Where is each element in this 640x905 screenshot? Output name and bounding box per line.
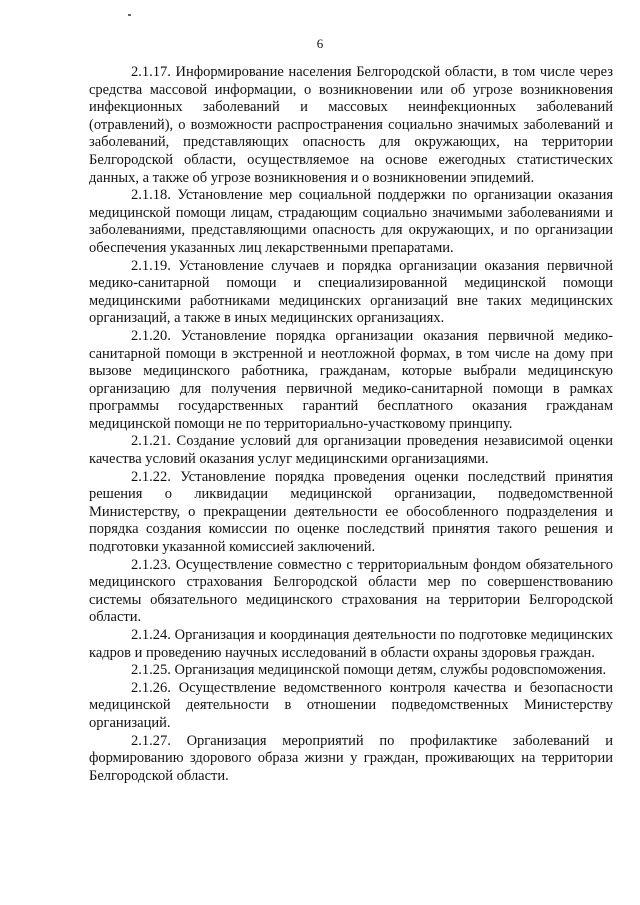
paragraph-2-1-17: 2.1.17. Информирование населения Белгородской области, в том числе через средства массовой информации, о возникновении или об угрозе возникновения инфекционных заболеваний и массовых неинфекционных заболеваний (отравлений), о возможности распространения социально значимых заболеваний и заболеваний, представляющих опасность для окружающих, на территории Белгородской области, осуществляемое на основе ежегодных статистических данных, а также об угрозе возникновения и о возникновении эпидемий. (89, 64, 613, 186)
paragraph-2-1-27: 2.1.27. Организация мероприятий по профилактике заболеваний и формированию здорового образа жизни у граждан, проживающих на территории Белгородской области. (89, 732, 613, 784)
paragraph-2-1-19: 2.1.19. Установление случаев и порядка организации оказания первичной медико-санитарной помощи и специализированной медицинской помощи медицинскими работниками медицинских организаций вне таких медицинских организаций, а также в иных медицинских организациях. (89, 257, 613, 327)
paragraph-2-1-26: 2.1.26. Осуществление ведомственного контроля качества и безопасности медицинской деятельности в отношении подведомственных Министерству организаций. (89, 679, 613, 731)
paragraph-2-1-20: 2.1.20. Установление порядка организации оказания первичной медико-санитарной помощи в экстренной и неотложной формах, в том числе на дому при вызове медицинского работника, гражданам, которые выбрали медицинскую организацию для получения первичной медико-санитарной помощи в рамках программы государственных гарантий бесплатного оказания гражданам медицинской помощи не по территориально-участковому принципу. (89, 327, 613, 432)
document-body (89, 64, 613, 785)
paragraph-2-1-23: 2.1.23. Осуществление совместно с территориальным фондом обязательного медицинского страхования Белгородской области мер по совершенствованию системы обязательного медицинского страхования на территории Белгородской области. (89, 556, 613, 626)
paragraph-2-1-21: 2.1.21. Создание условий для организации проведения независимой оценки качества условий оказания услуг медицинскими организациями. (89, 433, 613, 468)
page-number: 6 (316, 36, 324, 51)
paragraph-2-1-25: 2.1.25. Организация медицинской помощи детям, службы родовспоможения. (131, 662, 607, 679)
scan-mark (128, 14, 131, 16)
paragraph-2-1-18: 2.1.18. Установление мер социальной поддержки по организации оказания медицинской помощи лицам, страдающим социально значимыми заболеваниями и заболеваниями, представляющими опасность для окружающих, и по организации обеспечения указанных лиц лекарственными препаратами. (89, 187, 613, 256)
paragraph-2-1-24: 2.1.24. Организация и координация деятельности по подготовке медицинских кадров и проведению научных исследований в области охраны здоровья граждан. (89, 627, 613, 661)
paragraph-2-1-22: 2.1.22. Установление порядка проведения оценки последствий принятия решения о ликвидации медицинской организации, подведомственной Министерству, о прекращении деятельности ее обособленного подразделения и порядка создания комиссии по оценке последствий принятия такого решения и подготовки указанной комиссией заключений. (89, 468, 613, 556)
